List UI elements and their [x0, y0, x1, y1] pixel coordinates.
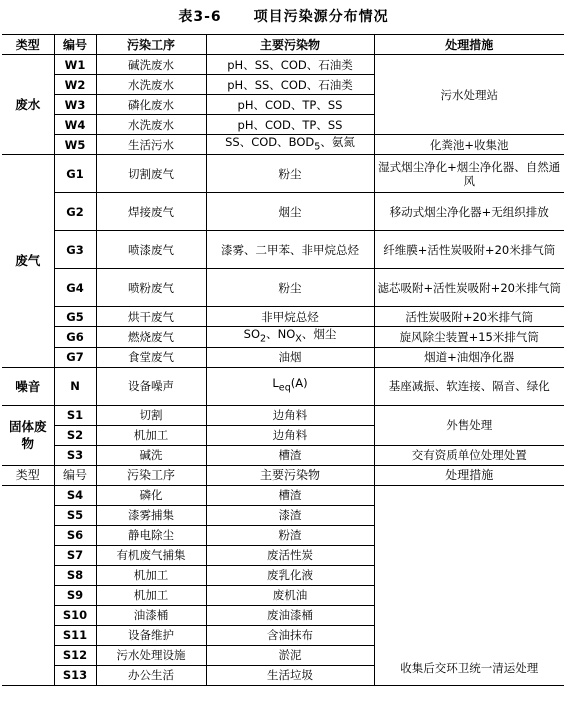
row-code: S1 [54, 405, 96, 425]
category-noise: 噪音 [2, 367, 54, 405]
row-process: 切割 [96, 405, 206, 425]
row-measure: 交有资质单位处理处置 [374, 445, 564, 465]
row-pollutant: pH、SS、COD、石油类 [206, 55, 374, 75]
table-row [2, 135, 564, 155]
row-code: N [54, 367, 96, 405]
row-code: S10 [54, 605, 96, 625]
row-process: 静电除尘 [96, 525, 206, 545]
row-code: S13 [54, 665, 96, 685]
table-row [2, 307, 564, 327]
header-process: 污染工序 [96, 35, 206, 55]
row-pollutant: 漆雾、二甲苯、非甲烷总烃 [206, 231, 374, 269]
row-process: 喷漆废气 [96, 231, 206, 269]
row-process: 机加工 [96, 425, 206, 445]
row-pollutant: 边角料 [206, 405, 374, 425]
row-code: S11 [54, 625, 96, 645]
row-measure: 纤维膜+活性炭吸附+20米排气筒 [374, 231, 564, 269]
row-pollutant: 漆渣 [206, 505, 374, 525]
header-code: 编号 [54, 35, 96, 55]
table-row [2, 193, 564, 231]
table-row [2, 231, 564, 269]
row-code: S7 [54, 545, 96, 565]
row-process: 污水处理设施 [96, 645, 206, 665]
row-code: W2 [54, 75, 96, 95]
row-process: 漆雾捕集 [96, 505, 206, 525]
row-code: G6 [54, 327, 96, 347]
row-measure: 基座减振、软连接、隔音、绿化 [374, 367, 564, 405]
row-process: 烘干废气 [96, 307, 206, 327]
row-code: S3 [54, 445, 96, 465]
row-pollutant: 边角料 [206, 425, 374, 445]
header-type: 类型 [2, 465, 54, 485]
row-pollutant: $SO_2$、$NO_X$、烟尘 [206, 327, 374, 347]
header-row [2, 35, 564, 55]
row-code: W5 [54, 135, 96, 155]
row-pollutant: 粉尘 [206, 155, 374, 193]
row-process: 切割废气 [96, 155, 206, 193]
measure-wastewater-shared: 污水处理站 [374, 55, 564, 135]
row-process: 食堂废气 [96, 347, 206, 367]
row-process: 水洗废水 [96, 115, 206, 135]
header-measure: 处理措施 [374, 35, 564, 55]
header-row-repeat [2, 465, 564, 485]
row-pollutant: 槽渣 [206, 485, 374, 505]
table-title [0, 6, 567, 26]
row-pollutant: 废活性炭 [206, 545, 374, 565]
table-row [2, 405, 564, 425]
row-code: S9 [54, 585, 96, 605]
category-solid: 固体废物 [2, 405, 54, 465]
row-pollutant: $L_{eq}(A)$ [206, 367, 374, 405]
row-pollutant: 烟尘 [206, 193, 374, 231]
row-code: S8 [54, 565, 96, 585]
row-pollutant: pH、COD、TP、SS [206, 115, 374, 135]
row-code: S6 [54, 525, 96, 545]
row-process: 燃烧废气 [96, 327, 206, 347]
row-pollutant: 废机油 [206, 585, 374, 605]
row-code: W1 [54, 55, 96, 75]
row-pollutant: 生活垃圾 [206, 665, 374, 685]
row-measure: 活性炭吸附+20米排气筒 [374, 307, 564, 327]
row-code: G4 [54, 269, 96, 307]
row-process: 焊接废气 [96, 193, 206, 231]
row-measure: 化粪池+收集池 [374, 135, 564, 155]
row-process: 碱洗废水 [96, 55, 206, 75]
row-process: 生活污水 [96, 135, 206, 155]
row-pollutant: 非甲烷总烃 [206, 307, 374, 327]
table-row [2, 327, 564, 347]
row-code: G1 [54, 155, 96, 193]
row-process: 机加工 [96, 585, 206, 605]
category-wastegas: 废气 [2, 155, 54, 367]
row-pollutant: pH、COD、TP、SS [206, 95, 374, 115]
measure-solid-final: 收集后交环卫统一清运处理 [374, 485, 564, 685]
row-code: S4 [54, 485, 96, 505]
pollution-source-table [2, 34, 564, 686]
row-measure: 滤芯吸附+活性炭吸附+20米排气筒 [374, 269, 564, 307]
table-number: 表3-6 [178, 9, 222, 25]
table-row [2, 445, 564, 465]
row-process: 磷化废水 [96, 95, 206, 115]
row-code: W4 [54, 115, 96, 135]
row-process: 办公生活 [96, 665, 206, 685]
row-process: 碱洗 [96, 445, 206, 465]
row-process: 喷粉废气 [96, 269, 206, 307]
row-measure: 烟道+油烟净化器 [374, 347, 564, 367]
row-code: G2 [54, 193, 96, 231]
header-pollutant: 主要污染物 [206, 35, 374, 55]
row-pollutant: 废油漆桶 [206, 605, 374, 625]
row-pollutant: 粉渣 [206, 525, 374, 545]
row-measure: 旋风除尘装置+15米排气筒 [374, 327, 564, 347]
table-row [2, 367, 564, 405]
row-pollutant: 槽渣 [206, 445, 374, 465]
row-code: S5 [54, 505, 96, 525]
table-caption: 项目污染源分布情况 [253, 9, 389, 25]
row-code: W3 [54, 95, 96, 115]
header-pollutant: 主要污染物 [206, 465, 374, 485]
row-code: S2 [54, 425, 96, 445]
row-process: 油漆桶 [96, 605, 206, 625]
header-measure: 处理措施 [374, 465, 564, 485]
row-pollutant: 淤泥 [206, 645, 374, 665]
row-pollutant: 含油抹布 [206, 625, 374, 645]
table-row [2, 55, 564, 75]
row-process: 设备维护 [96, 625, 206, 645]
row-measure: 移动式烟尘净化器+无组织排放 [374, 193, 564, 231]
row-pollutant: 油烟 [206, 347, 374, 367]
row-code: S12 [54, 645, 96, 665]
row-pollutant: 废乳化液 [206, 565, 374, 585]
category-blank [2, 485, 54, 685]
row-measure: 湿式烟尘净化+烟尘净化器、自然通风 [374, 155, 564, 193]
row-process: 磷化 [96, 485, 206, 505]
category-wastewater: 废水 [2, 55, 54, 155]
row-pollutant: pH、SS、COD、石油类 [206, 75, 374, 95]
header-type: 类型 [2, 35, 54, 55]
row-code: G7 [54, 347, 96, 367]
row-pollutant: 粉尘 [206, 269, 374, 307]
header-process: 污染工序 [96, 465, 206, 485]
row-process: 有机废气捕集 [96, 545, 206, 565]
row-process: 设备噪声 [96, 367, 206, 405]
row-code: G3 [54, 231, 96, 269]
table-row [2, 485, 564, 505]
row-pollutant: SS、COD、$BOD_5$、氨氮 [206, 135, 374, 155]
table-row [2, 347, 564, 367]
table-row [2, 269, 564, 307]
table-row [2, 155, 564, 193]
row-process: 水洗废水 [96, 75, 206, 95]
measure-solid-sale: 外售处理 [374, 405, 564, 445]
row-code: G5 [54, 307, 96, 327]
header-code: 编号 [54, 465, 96, 485]
row-process: 机加工 [96, 565, 206, 585]
